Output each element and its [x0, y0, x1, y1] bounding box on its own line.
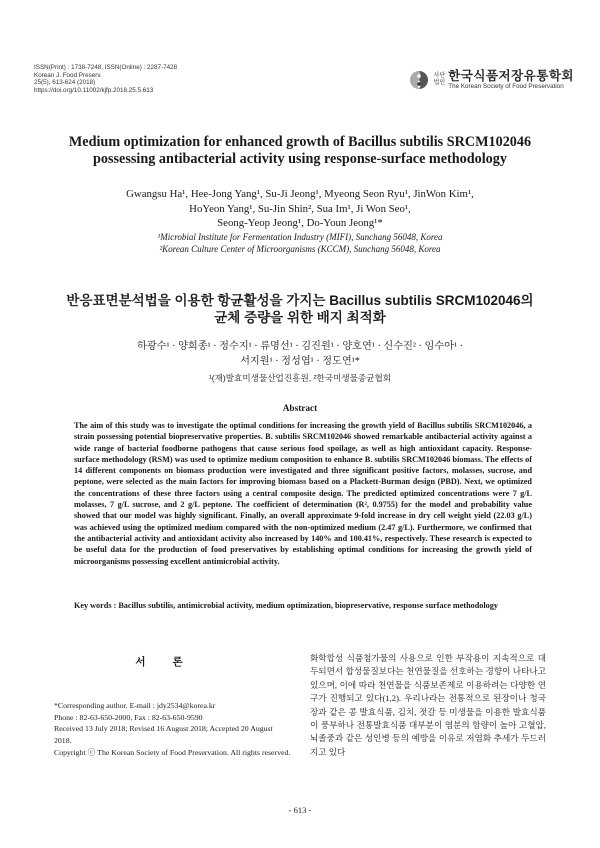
society-small-1: 사단: [433, 73, 446, 79]
authors-ko-line-1: 하광수¹ · 양희종¹ · 정수지¹ · 류명선¹ · 김진원¹ · 양호연¹ · 신수진² · 임수아¹ ·: [137, 341, 463, 352]
footnote-phone: Phone : 82-63-650-2000, Fax : 82-63-650-9590: [54, 712, 203, 722]
authors-ko-line-2: 서지원¹ · 정성엽¹ · 정도연¹*: [240, 355, 360, 367]
authors-en-line-1: Gwangsu Ha¹, Hee-Jong Yang¹, Su-Ji Jeong¹, Myeong Seon Ryu¹, JinWon Kim¹,: [126, 188, 474, 200]
society-name-ko: 한국식품저장유통학회: [448, 68, 574, 83]
affiliation-en-1: ¹Microbial Institute for Fermentation Industry (MIFI), Sunchang 56048, Korea: [157, 232, 443, 242]
issn-line: ISSN(Print) : 1738-7248, ISSN(Online) : 2287-7428: [34, 64, 178, 71]
affiliation-en-2: ²Korean Culture Center of Microorganisms (KCCM), Sunchang 56048, Korea: [159, 243, 441, 254]
footnote-dates: Received 13 July 2018; Revised 16 August 2018; Accepted 20 August 2018.: [54, 724, 273, 746]
society-name-en: The Korean Society of Food Preservation: [448, 82, 564, 90]
paper-title-ko: [30, 292, 570, 326]
intro-body-ko: 화학합성 식품첨가물의 사용으로 인한 부작용이 지속적으로 대두되면서 합성물질보다는 천연물질을 선호하는 경향이 나타나고 있으며, 이에 따라 천연물을 식품보존제로 이용하려는 다양한 연구가 진행되고 있다(1,2). 우리나라는 전통적으로 된장이나 청국장과 같은 콩 발효식품, 김치, 젓갈 등 미생물을 이용한 발효식품이 풍부하나 전통발효식품 대부분이 염분의 함량이 높아 고혈압, 뇌졸중과 같은 성인병 등의 예방을 이유로 저염화 추세가 두드러지고 있다: [310, 653, 546, 757]
authors-en-line-2: HoYeon Yang¹, Su-Jin Shin², Sua Im¹, Ji Won Seo¹,: [189, 202, 411, 215]
title-ko-line-2: 균체 증량을 위한 배지 최적화: [214, 310, 386, 325]
footnote-copyright: Copyright ⓒ The Korean Society of Food Preservation. All rights reserved.: [54, 747, 291, 757]
society-corporate-label: [434, 73, 446, 87]
society-small-2: 법인: [433, 80, 446, 86]
keywords-terms: Bacillus subtilis, antimicrobial activity, medium optimization, biopreservative, response surface methodology: [118, 601, 498, 610]
society-branding: [408, 66, 574, 94]
society-logo-icon: [408, 69, 430, 91]
affiliation-ko: ¹(재)발효미생물산업진흥원, ²한국미생물종균협회: [208, 373, 392, 383]
doi-link[interactable]: https://doi.org/10.11002/kjfp.2018.25.5.613: [34, 86, 154, 94]
abstract-text: The aim of this study was to investigate the optimal conditions for increasing the growth yield of Bacillus subtilis SRCM102046, a strain possessing potential biopreservative properties. B. subtilis SRCM102046 showed remarkable antibacterial activity against a wide range of bacterial foodborne pathogens that cause serious food spoilage, as well as high antioxidant capacity. Response-surface methodology (RSM) was used to optimize medium composition to enhance B. subtilis SRCM102046 biomass. The effects of 14 different components on biomass production were investigated and three significant positive factors, molasses, sucrose, and peptone, were selected as the main factors for improving biomass based on a Plackett-Burman design (PBD). Next, we optimized the concentrations of these three factors using a central composite design. The predicted optimized concentrations were 7 g/L molasses, 7 g/L sucrose, and 2 g/L peptone. The coefficient of determination (R², 0.9755) for the model and probability value showed that our model was highly significant. Finally, an overall approximate 9-fold increase in dry cell weight yield (22.03 g/L) was achieved using the optimized medium compared with the non-optimized medium (2.47 g/L). Furthermore, we confirmed that the antibacterial activity and antioxidant activity also increased by 140% and 100.41%, respectively. These research is expected to be useful data for the production of food preservatives by establishing optimal conditions for increasing the growth yield of microorganisms possessing excellent antimicrobial activity.: [74, 421, 532, 566]
section-title-intro: 서 론: [135, 656, 195, 668]
authors-en: [30, 187, 570, 231]
paper-title-en: [30, 134, 570, 168]
society-names: [448, 70, 574, 91]
title-ko-line-1: 반응표면분석법을 이용한 항균활성을 가지는 Bacillus subtilis SRCM102046의: [66, 293, 534, 308]
page-number: - 613 -: [288, 805, 312, 815]
keywords-label: Key words :: [74, 601, 117, 610]
journal-meta: [34, 64, 177, 94]
authors-en-line-3: Seong-Yeop Jeong¹, Do-Youn Jeong¹*: [217, 217, 383, 229]
title-en-line-2: possessing antibacterial activity using response-surface methodology: [93, 151, 507, 167]
abstract-heading: Abstract: [282, 404, 318, 414]
volume-line: 25(5), 613-624 (2018): [34, 79, 96, 87]
authors-ko: [30, 340, 570, 369]
keywords: [74, 600, 532, 611]
journal-name: Korean J. Food Preserv.: [34, 71, 102, 79]
title-en-line-1: Medium optimization for enhanced growth of Bacillus subtilis SRCM102046: [68, 134, 532, 150]
footnote: [54, 700, 292, 759]
footnote-corresponding: *Corresponding author. E-mail : jdy2534@korea.kr: [54, 701, 216, 710]
affiliations-en: [30, 232, 570, 255]
journal-header: [34, 64, 574, 96]
